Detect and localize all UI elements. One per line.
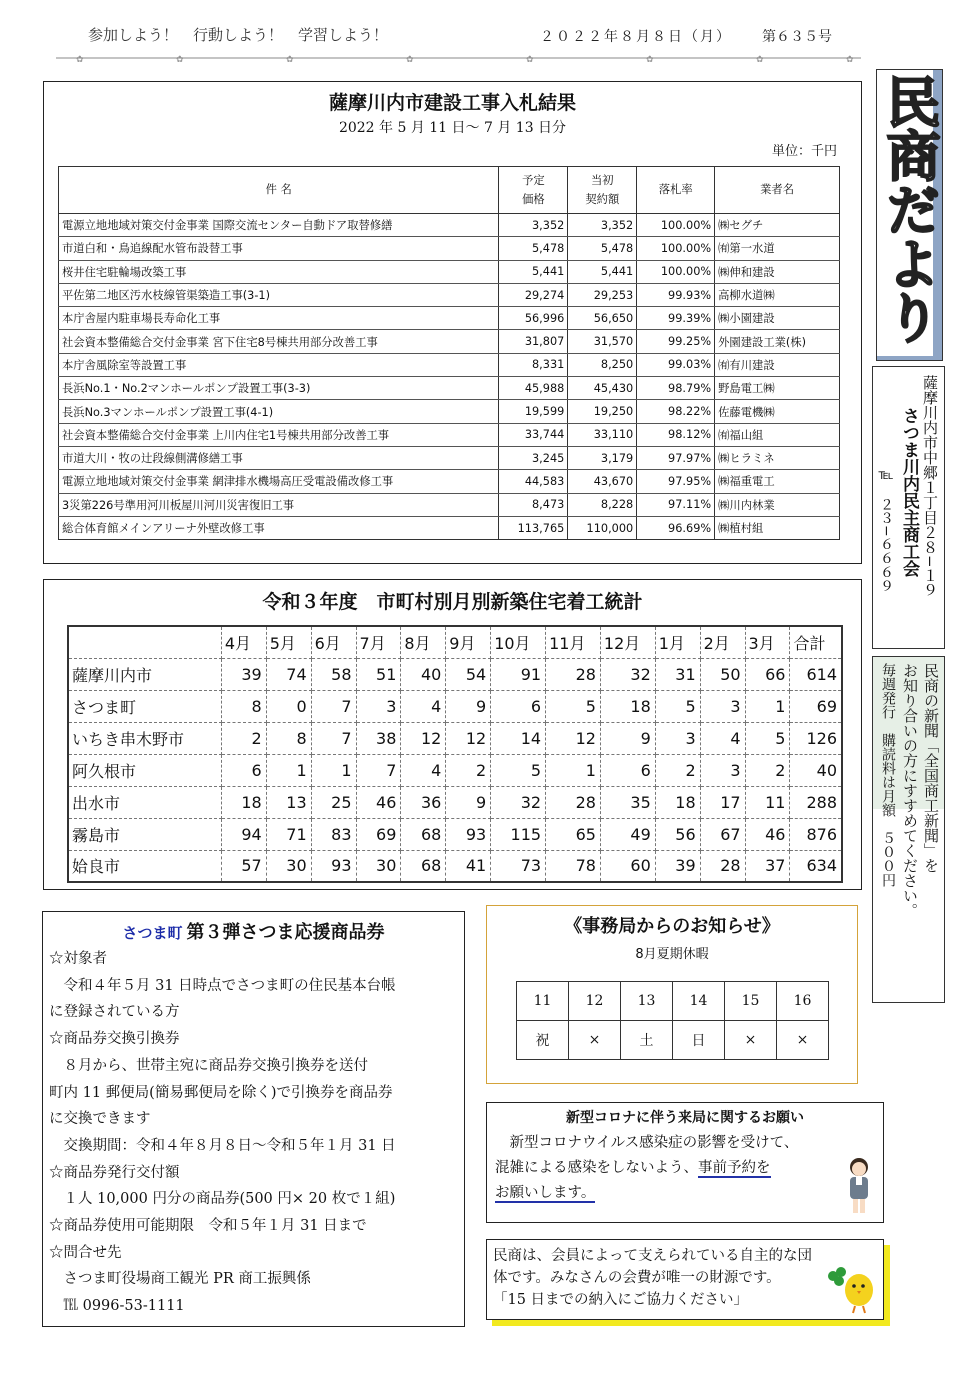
dues-body — [493, 1245, 812, 1311]
holiday-day: 13 — [621, 982, 673, 1021]
bid-cell-rate: 100.00% — [637, 237, 715, 260]
bid-cell-name: 市道大川・牧の辻段線側溝修繕工事 — [59, 446, 499, 469]
bid-cell-company: 佐藤電機㈱ — [715, 400, 840, 423]
corona-request-section — [486, 1102, 884, 1223]
masthead-title: 民商だより — [878, 74, 941, 344]
housing-value: 83 — [311, 818, 356, 850]
office-notice-subtitle: 8月夏期休暇 — [635, 947, 709, 962]
housing-city: いちき串木野市 — [68, 722, 221, 754]
bid-cell-name: 平佐第二地区汚水枝線管渠築造工事(3-1) — [59, 283, 499, 306]
bid-cell-rate: 96.69% — [637, 516, 715, 539]
bid-cell-name: 長浜No.3マンホールポンプ設置工事(4-1) — [59, 400, 499, 423]
housing-value: 13 — [266, 786, 311, 818]
housing-value: 7 — [356, 754, 401, 786]
bid-cell-rate: 99.25% — [637, 330, 715, 353]
svg-text:✿: ✿ — [76, 55, 84, 63]
housing-header-cell: 9月 — [446, 626, 491, 658]
voucher-line: 町内 11 郵便局(簡易郵便局を除く)で引換券を商品券 — [49, 1084, 393, 1101]
address-line: 薩摩川内市中郷１丁目２８−１９ — [921, 375, 939, 598]
housing-value: 25 — [311, 786, 356, 818]
dues-line-1: 民商は、会員によって支えられている自主的な団 — [493, 1248, 812, 1264]
corona-line-2a: 混雑による感染をしないよう、 — [495, 1160, 698, 1176]
voucher-body — [49, 946, 461, 1320]
voucher-town: さつま町 — [122, 924, 183, 942]
bid-cell-rate: 99.93% — [637, 283, 715, 306]
housing-value: 51 — [356, 658, 401, 690]
housing-header-cell: 8月 — [401, 626, 446, 658]
housing-value: 2 — [446, 754, 491, 786]
housing-value: 1 — [546, 754, 601, 786]
newspaper-ad-line-3: 毎週発行 購読料は月額 ５００円 — [880, 663, 896, 887]
bid-cell-name: 電源立地地域対策交付金事業 網津排水機場高圧受電設備改修工事 — [59, 470, 499, 493]
col-header-company: 業者名 — [715, 167, 840, 214]
housing-city: 阿久根市 — [68, 754, 221, 786]
bid-cell-planned: 31,807 — [499, 330, 568, 353]
holiday-mark: 土 — [621, 1021, 673, 1060]
svg-text:✿: ✿ — [846, 55, 854, 63]
bid-cell-planned: 44,583 — [499, 470, 568, 493]
bid-cell-name: 市道白和・鳥追線配水管布設替工事 — [59, 237, 499, 260]
issue-number: 第６３５号 — [762, 29, 832, 45]
housing-value: 288 — [790, 786, 842, 818]
bid-cell-rate: 97.11% — [637, 493, 715, 516]
housing-value: 115 — [491, 818, 546, 850]
housing-value: 58 — [311, 658, 356, 690]
housing-value: 8 — [266, 722, 311, 754]
office-notice-title: 《事務局からのお知らせ》 — [564, 916, 780, 937]
holiday-mark: × — [569, 1021, 621, 1060]
bid-cell-company: ㈱福重電工 — [715, 470, 840, 493]
housing-value: 30 — [356, 850, 401, 882]
bid-cell-initial: 3,352 — [568, 214, 637, 237]
holiday-day: 12 — [569, 982, 621, 1021]
bid-cell-rate: 97.95% — [637, 470, 715, 493]
housing-city: 姶良市 — [68, 850, 221, 882]
voucher-line: ☆対象者 — [49, 951, 107, 967]
bid-cell-initial: 110,000 — [568, 516, 637, 539]
housing-value: 14 — [491, 722, 546, 754]
bid-cell-name: 本庁舎屋内駐車場長寿命化工事 — [59, 307, 499, 330]
voucher-line: ☆商品券使用可能期限 令和５年１月 31 日まで — [49, 1218, 367, 1235]
table-row — [68, 786, 842, 818]
housing-value: 49 — [600, 818, 655, 850]
bid-cell-planned: 3,245 — [499, 446, 568, 469]
holiday-day: 14 — [673, 982, 725, 1021]
housing-value: 28 — [700, 850, 745, 882]
housing-value: 6 — [600, 754, 655, 786]
housing-value: 31 — [655, 658, 700, 690]
bid-cell-rate: 98.79% — [637, 377, 715, 400]
housing-value: 28 — [546, 658, 601, 690]
housing-value: 3 — [700, 754, 745, 786]
voucher-line: １人 10,000 円分の商品券(500 円× 20 枚で１組) — [49, 1191, 396, 1208]
holiday-mark: 祝 — [517, 1021, 569, 1060]
housing-value: 9 — [446, 690, 491, 722]
housing-header-cell: 7月 — [356, 626, 401, 658]
table-row — [59, 330, 840, 353]
masthead — [876, 69, 943, 361]
housing-value: 5 — [655, 690, 700, 722]
voucher-line: ☆商品券交換引換券 — [49, 1031, 180, 1048]
corona-line-1: 新型コロナウイルス感染症の影響を受けて、 — [495, 1135, 799, 1151]
housing-value: 12 — [401, 722, 446, 754]
housing-value: 57 — [221, 850, 266, 882]
table-row — [59, 446, 840, 469]
bid-cell-initial: 31,570 — [568, 330, 637, 353]
bid-cell-initial: 5,478 — [568, 237, 637, 260]
phone-number: ℡ ２３−６６６９ — [878, 467, 894, 593]
table-row — [59, 237, 840, 260]
table-row — [59, 516, 840, 539]
bid-cell-company: ㈲有川建設 — [715, 353, 840, 376]
table-row — [59, 307, 840, 330]
housing-value: 1 — [311, 754, 356, 786]
bid-results-unit: 単位：千円 — [771, 144, 837, 159]
housing-value: 12 — [546, 722, 601, 754]
housing-value: 614 — [790, 658, 842, 690]
housing-value: 5 — [745, 722, 790, 754]
housing-value: 30 — [266, 850, 311, 882]
housing-value: 5 — [491, 754, 546, 786]
housing-value: 32 — [600, 658, 655, 690]
dues-section — [486, 1239, 884, 1320]
housing-value: 74 — [266, 658, 311, 690]
housing-value: 78 — [546, 850, 601, 882]
housing-value: 9 — [446, 786, 491, 818]
housing-value: 5 — [546, 690, 601, 722]
housing-header-cell — [68, 626, 221, 658]
col-header-rate: 落札率 — [637, 167, 715, 214]
housing-city: 霧島市 — [68, 818, 221, 850]
bid-cell-initial: 29,253 — [568, 283, 637, 306]
housing-header-cell: 12月 — [600, 626, 655, 658]
housing-header-cell: 1月 — [655, 626, 700, 658]
bid-cell-name: 3災第226号準用河川板屋川河川災害復旧工事 — [59, 493, 499, 516]
dues-line-3: 「15 日までの納入にご協力ください」 — [493, 1292, 749, 1308]
voucher-line: さつま町役場商工観光 PR 商工振興係 — [49, 1271, 311, 1288]
bid-cell-company: ㈲福山組 — [715, 423, 840, 446]
corona-request-title: 新型コロナに伴う来局に関するお願い — [566, 1110, 804, 1126]
housing-value: 39 — [655, 850, 700, 882]
bid-cell-rate: 99.39% — [637, 307, 715, 330]
bid-results-table — [58, 166, 840, 540]
bid-cell-planned: 8,473 — [499, 493, 568, 516]
bid-cell-name: 本庁舎風除室等設置工事 — [59, 353, 499, 376]
table-row — [59, 470, 840, 493]
header-slogan: 参加しよう！ 行動しよう！ 学習しよう！ — [88, 26, 389, 44]
housing-value: 2 — [655, 754, 700, 786]
bid-cell-planned: 113,765 — [499, 516, 568, 539]
masthead-shadow-bottom — [877, 356, 942, 360]
svg-text:✿: ✿ — [756, 55, 764, 63]
housing-value: 3 — [356, 690, 401, 722]
housing-value: 18 — [600, 690, 655, 722]
table-row — [59, 377, 840, 400]
holiday-mark: × — [725, 1021, 777, 1060]
table-row — [59, 400, 840, 423]
housing-value: 11 — [745, 786, 790, 818]
bid-cell-rate: 100.00% — [637, 260, 715, 283]
housing-header-cell: 4月 — [221, 626, 266, 658]
holiday-day: 16 — [777, 982, 829, 1021]
newspaper-ad-line-2: お知り合いの方にすすめてください。 — [901, 663, 919, 918]
svg-text:✿: ✿ — [176, 55, 184, 63]
bid-cell-planned: 3,352 — [499, 214, 568, 237]
bid-results-period: 2022 年 5 月 11 日～ 7 月 13 日分 — [338, 120, 567, 136]
housing-value: 4 — [700, 722, 745, 754]
voucher-line: ８月から、世帯主宛に商品券交換引換券を送付 — [49, 1057, 368, 1074]
housing-value: 3 — [655, 722, 700, 754]
bid-cell-rate: 99.03% — [637, 353, 715, 376]
table-row — [59, 423, 840, 446]
dues-line-2: 体です。みなさんの会費が唯一の財源です。 — [493, 1270, 781, 1286]
housing-value: 46 — [745, 818, 790, 850]
bid-cell-company: ㈱小園建設 — [715, 307, 840, 330]
table-row — [68, 658, 842, 690]
bid-cell-initial: 5,441 — [568, 260, 637, 283]
housing-value: 68 — [401, 850, 446, 882]
bid-cell-company: 高柳水道㈱ — [715, 283, 840, 306]
table-row — [68, 690, 842, 722]
housing-header-cell: 合計 — [790, 626, 842, 658]
address-block — [872, 366, 945, 649]
housing-city: 薩摩川内市 — [68, 658, 221, 690]
housing-value: 36 — [401, 786, 446, 818]
bid-cell-name: 社会資本整備総合交付金事業 宮下住宅8号棟共用部分改善工事 — [59, 330, 499, 353]
housing-header-cell: 2月 — [700, 626, 745, 658]
housing-value: 93 — [311, 850, 356, 882]
bid-cell-name: 桜井住宅駐輪場改築工事 — [59, 260, 499, 283]
housing-value: 8 — [221, 690, 266, 722]
housing-value: 66 — [745, 658, 790, 690]
bid-cell-initial: 19,250 — [568, 400, 637, 423]
housing-value: 32 — [491, 786, 546, 818]
housing-value: 18 — [655, 786, 700, 818]
voucher-line: ☆問合せ先 — [49, 1244, 122, 1261]
holiday-mark: × — [777, 1021, 829, 1060]
voucher-line: に交換できます — [49, 1111, 151, 1128]
bid-cell-initial: 56,650 — [568, 307, 637, 330]
housing-value: 71 — [266, 818, 311, 850]
corona-line-2b: 事前予約を — [698, 1160, 771, 1176]
office-notice-section — [486, 905, 858, 1084]
housing-value: 93 — [446, 818, 491, 850]
housing-value: 0 — [266, 690, 311, 722]
newspaper-ad — [872, 656, 945, 1003]
housing-value: 1 — [745, 690, 790, 722]
bid-cell-company: 野島電工㈱ — [715, 377, 840, 400]
svg-text:✿: ✿ — [526, 55, 534, 63]
housing-value: 2 — [221, 722, 266, 754]
holiday-mark: 日 — [673, 1021, 725, 1060]
voucher-line: 令和４年５月 31 日時点でさつま町の住民基本台帳 — [49, 977, 396, 994]
housing-value: 73 — [491, 850, 546, 882]
housing-value: 3 — [700, 690, 745, 722]
housing-value: 69 — [356, 818, 401, 850]
housing-value: 69 — [790, 690, 842, 722]
housing-value: 40 — [401, 658, 446, 690]
bid-cell-initial: 45,430 — [568, 377, 637, 400]
corona-line-3 — [495, 1181, 798, 1206]
bid-cell-planned: 5,441 — [499, 260, 568, 283]
housing-stats-section — [43, 579, 862, 890]
bid-cell-initial: 3,179 — [568, 446, 637, 469]
bid-cell-initial: 33,110 — [568, 423, 637, 446]
col-header-name: 件 名 — [59, 167, 499, 214]
bid-cell-name: 長浜No.1・No.2マンホールポンプ設置工事(3-3) — [59, 377, 499, 400]
housing-value: 37 — [745, 850, 790, 882]
corona-line-3-text: お願いします。 — [495, 1185, 596, 1201]
housing-city: 出水市 — [68, 786, 221, 818]
bid-cell-planned: 5,478 — [499, 237, 568, 260]
housing-value: 4 — [401, 690, 446, 722]
bid-results-section — [43, 81, 862, 564]
voucher-line: ℡ 0996-53-1111 — [49, 1298, 185, 1315]
housing-value: 6 — [491, 690, 546, 722]
svg-text:✿: ✿ — [646, 55, 654, 63]
housing-value: 18 — [221, 786, 266, 818]
housing-value: 46 — [356, 786, 401, 818]
housing-value: 35 — [600, 786, 655, 818]
housing-value: 9 — [600, 722, 655, 754]
housing-value: 68 — [401, 818, 446, 850]
bid-cell-name: 電源立地地域対策交付金事業 国際交流センター自動ドア取替修繕 — [59, 214, 499, 237]
housing-value: 126 — [790, 722, 842, 754]
housing-value: 7 — [311, 690, 356, 722]
newspaper-ad-line-1: 民商の新聞「全国商工新聞」を — [922, 663, 940, 873]
housing-value: 50 — [700, 658, 745, 690]
housing-value: 38 — [356, 722, 401, 754]
housing-value: 1 — [266, 754, 311, 786]
housing-city: さつま町 — [68, 690, 221, 722]
bid-cell-planned: 8,331 — [499, 353, 568, 376]
housing-value: 6 — [221, 754, 266, 786]
housing-value: 17 — [700, 786, 745, 818]
housing-value: 65 — [546, 818, 601, 850]
housing-value: 67 — [700, 818, 745, 850]
table-row — [59, 353, 840, 376]
bid-cell-planned: 19,599 — [499, 400, 568, 423]
corona-line-2 — [495, 1156, 798, 1181]
bid-cell-planned: 33,744 — [499, 423, 568, 446]
voucher-title: 第３弾さつま応援商品券 — [186, 922, 385, 943]
corona-request-body — [495, 1131, 798, 1206]
table-row — [59, 214, 840, 237]
chick-clover-illustration-icon — [823, 1260, 879, 1316]
housing-value: 634 — [790, 850, 842, 882]
table-row — [68, 850, 842, 882]
bid-cell-company: ㈱植村組 — [715, 516, 840, 539]
bid-cell-rate: 98.12% — [637, 423, 715, 446]
bid-cell-planned: 56,996 — [499, 307, 568, 330]
housing-value: 41 — [446, 850, 491, 882]
bid-cell-planned: 29,274 — [499, 283, 568, 306]
voucher-section — [42, 911, 465, 1327]
housing-header-cell: 5月 — [266, 626, 311, 658]
table-row — [59, 283, 840, 306]
table-row — [68, 722, 842, 754]
holiday-table — [516, 981, 829, 1060]
housing-value: 7 — [311, 722, 356, 754]
organization-name: さつま川内民主商工会 — [899, 407, 919, 577]
housing-value: 56 — [655, 818, 700, 850]
bid-cell-company: ㈲第一水道 — [715, 237, 840, 260]
voucher-line: 交換期間：令和４年８月８日～令和５年１月 31 日 — [49, 1137, 396, 1154]
housing-stats-table — [67, 625, 843, 883]
bid-cell-rate: 97.97% — [637, 446, 715, 469]
col-header-initial: 当初 契約額 — [568, 167, 637, 214]
bid-cell-initial: 8,250 — [568, 353, 637, 376]
housing-header-cell: 11月 — [546, 626, 601, 658]
bid-cell-name: 総合体育館メインアリーナ外壁改修工事 — [59, 516, 499, 539]
voucher-line: ☆商品券発行交付額 — [49, 1164, 180, 1181]
housing-value: 60 — [600, 850, 655, 882]
svg-text:✿: ✿ — [286, 55, 294, 63]
housing-value: 4 — [401, 754, 446, 786]
housing-value: 28 — [546, 786, 601, 818]
table-row — [68, 754, 842, 786]
bid-results-title: 薩摩川内市建設工事入札結果 — [328, 92, 576, 114]
table-row — [59, 493, 840, 516]
housing-value: 876 — [790, 818, 842, 850]
housing-header-cell: 10月 — [491, 626, 546, 658]
col-header-planned: 予定 価格 — [499, 167, 568, 214]
table-row — [59, 260, 840, 283]
bid-cell-company: 外園建設工業(株) — [715, 330, 840, 353]
bid-cell-initial: 8,228 — [568, 493, 637, 516]
housing-value: 2 — [745, 754, 790, 786]
housing-value: 39 — [221, 658, 266, 690]
housing-stats-title: 令和３年度 市町村別月別新築住宅着工統計 — [262, 591, 643, 613]
housing-value: 94 — [221, 818, 266, 850]
bid-cell-initial: 43,670 — [568, 470, 637, 493]
svg-text:✿: ✿ — [406, 55, 414, 63]
bid-cell-rate: 100.00% — [637, 214, 715, 237]
holiday-day: 11 — [517, 982, 569, 1021]
bid-cell-company: ㈱ヒラミネ — [715, 446, 840, 469]
housing-value: 91 — [491, 658, 546, 690]
housing-header-cell: 6月 — [311, 626, 356, 658]
bid-cell-company: ㈱セグチ — [715, 214, 840, 237]
housing-value: 54 — [446, 658, 491, 690]
bid-cell-company: ㈱伸和建設 — [715, 260, 840, 283]
receptionist-illustration-icon — [843, 1155, 875, 1215]
header-flower-rule — [56, 53, 861, 63]
holiday-day: 15 — [725, 982, 777, 1021]
bid-cell-planned: 45,988 — [499, 377, 568, 400]
voucher-heading — [43, 918, 464, 944]
bid-cell-company: ㈱川内林業 — [715, 493, 840, 516]
housing-value: 12 — [446, 722, 491, 754]
bid-cell-rate: 98.22% — [637, 400, 715, 423]
housing-header-cell: 3月 — [745, 626, 790, 658]
voucher-line: に登録されている方 — [49, 1004, 180, 1021]
table-row — [68, 818, 842, 850]
housing-value: 40 — [790, 754, 842, 786]
issue-date: ２０２２年８月８日（月） — [540, 29, 732, 45]
bid-cell-name: 社会資本整備総合交付金事業 上川内住宅1号棟共用部分改善工事 — [59, 423, 499, 446]
